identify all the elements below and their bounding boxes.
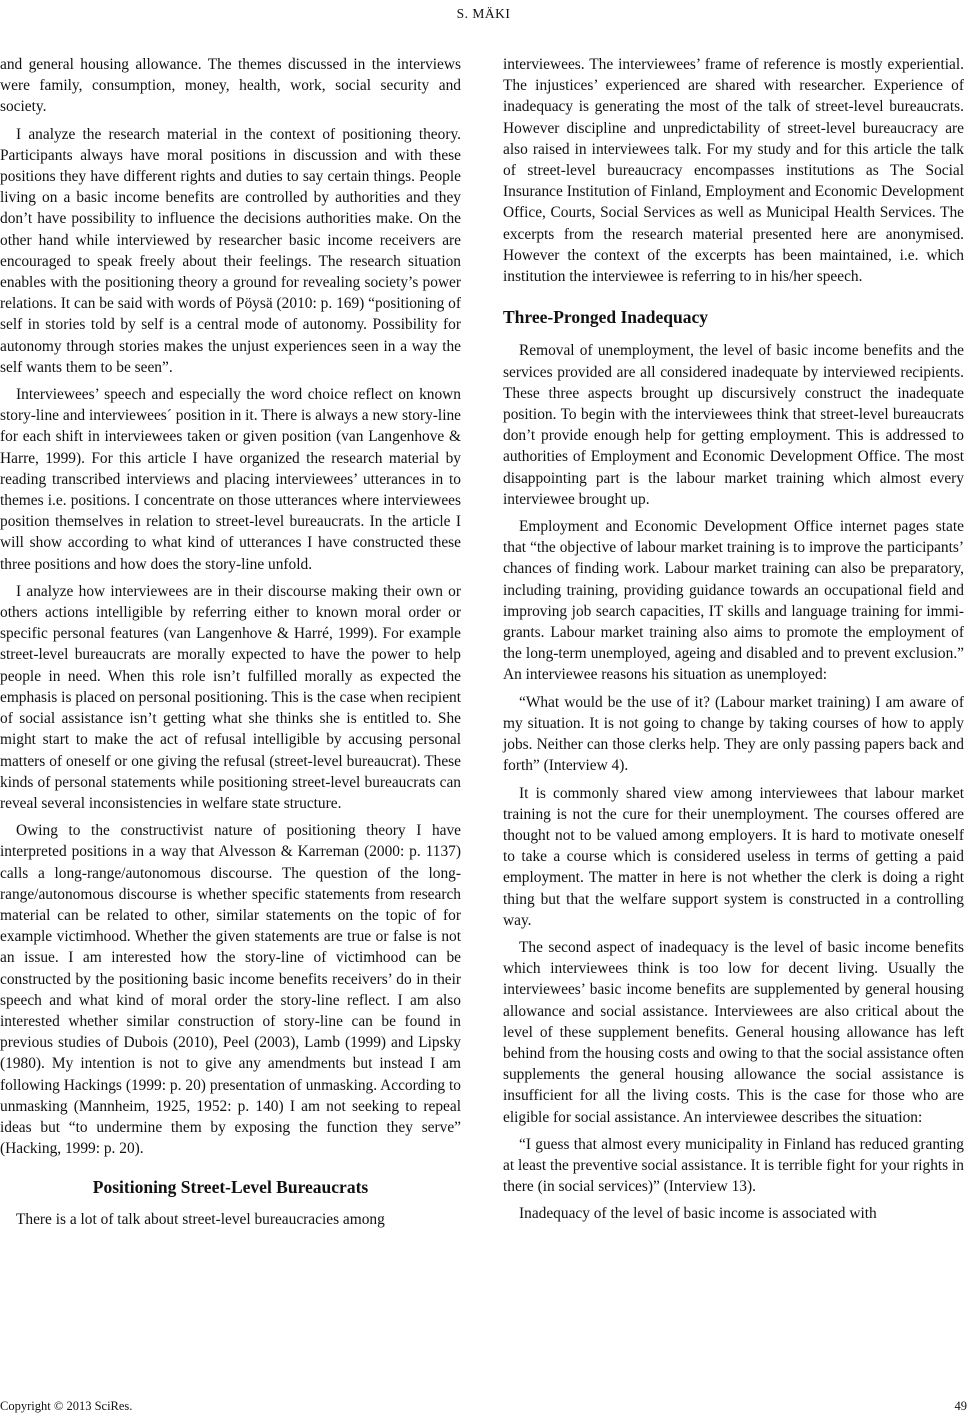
paragraph: It is commonly shared view among interviewees that labour market training is not the cure for their unemployment. The courses offered are thought not to be valued among employers. It is hard to motivate oneself to take a course which is considered useless in terms of getting a paid employment. The matter in here is not whether the clerk is doing a right thing but that the welfare support system is constructed in a controlling way. [503, 784, 964, 929]
page-number: 49 [954, 1399, 967, 1413]
right-column [503, 54, 964, 1231]
section-heading: Positioning Street-Level Bureaucrats [92, 1177, 369, 1198]
paragraph: Employment and Economic Development Office internet pages state that “the objective of labour market training is to improve the participants’ chances of finding work. Labour market training can also be preparatory, including training, providing guidance towards an occupational field and improving job search capacities, IT skills and language training for immigrants. Labour market training also aims to promote the employment of the long-term unemployed, ageing and disabled and to prevent exclusion.” An interviewee reasons his situation as unemployed: [503, 518, 964, 684]
quote-paragraph: “I guess that almost every municipality in Finland has reduced granting at least the preventive social assistance. It is terrible fight for your rights in there (in social services)” (Interview 13). [503, 1135, 964, 1196]
copyright-notice: Copyright © 2013 SciRes. [0, 1399, 133, 1413]
paragraph: There is a lot of talk about street-level bureaucracies among [16, 1210, 385, 1228]
paragraph: I analyze how interviewees are in their discourse making their own or others actions intelligible by referring either to known moral order or specific personal features (van Langenhove & Harré, 1999). For example street-level bureaucrats are morally expected to have the power to help people in need. When this role isn’t fulfilled morally as expected the emphasis is placed on personal positioning. This is the case when recipient of social assistance isn’t getting what she thinks she is entitled to. She might start to make the act of refusal intelligible by accusing personal matters of oneself or one giving the refusal (street-level bureaucrat). These kinds of personal statements while positioning street-level bureaucrats can reveal several inconsistencies in welfare state structure. [0, 582, 461, 812]
section-heading: Three-Pronged Inadequacy [503, 307, 708, 328]
paragraph: interviewees. The interviewees’ frame of reference is mostly experiential. The injustices’ experienced are shared with researcher. Experience of inadequacy is generating the most of the talk of street-level bureaucrats. However discipline and unpredictability of street-level bureaucracy are also raised in interviewees talk. For my study and for this article the talk of street-level bureaucracy encompasses institutions as The Social Insurance Institution of Finland, Employment and Economic Development Office, Courts, Social Services as well as Municipal Health Services. The excerpts from the research material presented here are anonymised. However the context of the excerpts has been maintained, i.e. which institution the interviewee is referring to in his/her speech. [503, 56, 964, 286]
paragraph: The second aspect of inadequacy is the level of basic income benefits which interviewees think is too low for decent living. Usually the interviewees’ basic income benefits are supplemented by general housing allowance and social assistance. Interviewees are also critical about the level of these supplement benefits. General housing allowance has left behind from the housing costs and owing to that the social assistance often supplements the general housing allowance the social assistance is insufficient for all the living costs. This is the case for those who are eligible for social assistance. An interviewee describes the situation: [503, 938, 964, 1126]
quote-paragraph: “What would be the use of it? (Labour market training) I am aware of my situation. It is not going to change by taking courses of how to apply jobs. Neither can those clerks help. They are only passing papers back and forth” (Interview 4). [503, 693, 964, 775]
running-head: S. MÄKI [456, 6, 511, 21]
paragraph: I analyze the research material in the context of positioning theory. Participants always have moral positions in discussion and with these positions they have different rights and duties to say certain things. People living on a basic income benefits are controlled by authorities and they don’t have possibility to influence the decisions authorities make. On the other hand while interviewed by researcher basic income receivers are encouraged to speak freely about their feelings. The research situation enables with the positioning theory a ground for revealing society’s power relations. It can be said with words of Pöysä (2010: p. 169) “positioning of self in stories told by self is a central mode of autonomy. Possibility for autonomy through stories makes the unjust experiences seen in a way the self wants them to be seen”. [0, 125, 461, 376]
left-column [0, 54, 461, 1236]
paragraph: and general housing allowance. The themes discussed in the interviews were family, consumption, money, health, work, social security and society. [0, 56, 461, 116]
paragraph: Owing to the constructivist nature of positioning theory I have interpreted positions in a way that Alvesson & Karreman (2000: p. 1137) calls a long-range/autonomous discourse. The question of the long-range/autonomous discourse is whether specific statements from research material can be related to other, similar statements on the topic of for example victimhood. Whether the given statements are true or false is not an issue. I am interested how the story-line of victimhood can be constructed by the positioning basic income benefits receivers’ do in their speech and what kind of moral order the story-line reflect. I am also interested whether similar construction of story-line can be found in previous studies of Dubois (2010), Peel (2003), Lamb (1999) and Lipsky (1980). My intention is not to give any amendments but instead I am following Hackings (1999: p. 20) presentation of unmasking. According to unmasking (Mannheim, 1925, 1952: p. 140) I am not seeking to repeal ideas but “to undermine them by exposing the function they serve” (Hacking, 1999: p. 20). [0, 822, 461, 1158]
paragraph: Inadequacy of the level of basic income is associated with [519, 1205, 877, 1223]
paragraph: Interviewees’ speech and especially the word choice reflect on known story-line and interviewees´ position in it. There is always a new story-line for each shift in interviewees taken or given position (van Langenhove & Harre, 1999). For this article I have organized the research material by reading transcribed interviews and placing interviewees’ utterances in to themes i.e. positions. I concentrate on those utterances where interviewees position themselves in relation to street-level bureaucrats. In the article I will show according to what kind of utterances I have constructed these three positions and how does the story-line unfold. [0, 386, 461, 573]
paragraph: Removal of unemployment, the level of basic income benefits and the services provided are all considered inadequate by interviewed recipients. These three aspects brought up discursively construct the inadequate position. To begin with the interviewees think that street-level bureaucrats don’t provide enough help for getting employment. This is addressed to authorities of Employment and Economic Development Office. The most disappointing part is the labour market training which almost every interviewee brought up. [503, 342, 964, 508]
